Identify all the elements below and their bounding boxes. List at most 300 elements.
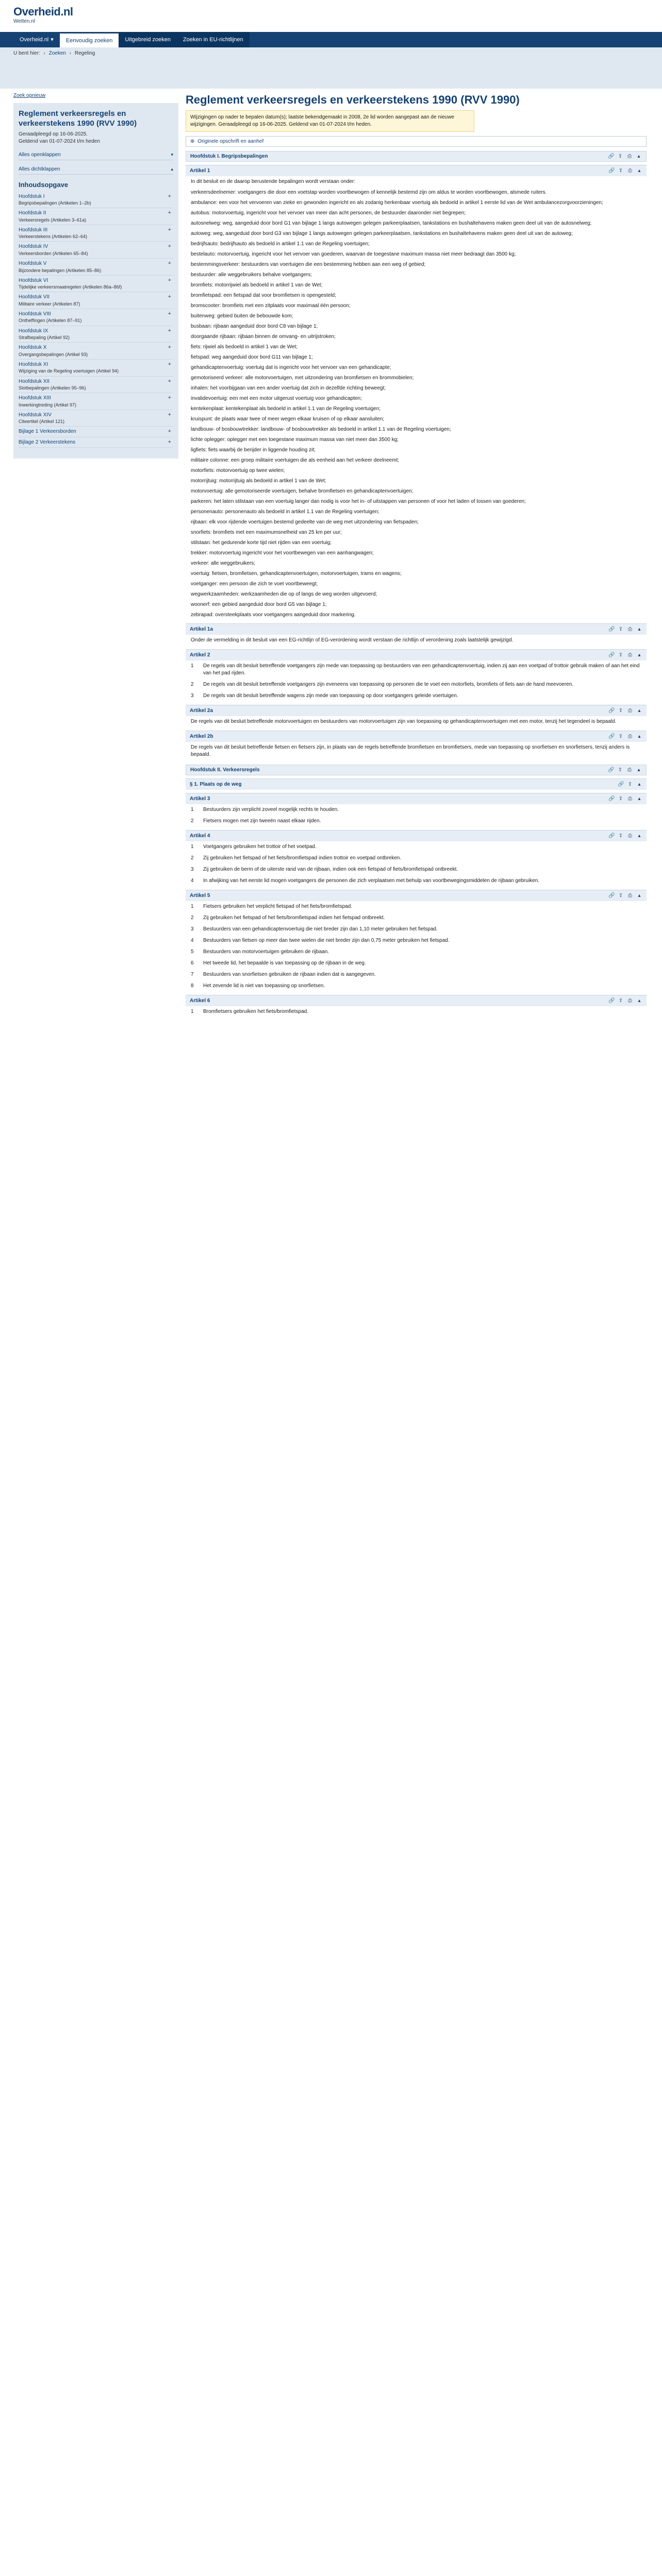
link-icon[interactable]: 🔗 (608, 795, 615, 802)
toc-item[interactable] (19, 208, 173, 225)
toc-item-label: Hoofdstuk I (19, 193, 45, 199)
toc-heading: Inhoudsopgave (19, 180, 69, 189)
main-nav (0, 32, 662, 47)
definition-item: bromscooter: bromfiets met een zitplaats voor maximaal één persoon; (191, 302, 351, 309)
article-items (186, 841, 647, 887)
toc-item[interactable] (19, 437, 173, 448)
definition-item: bromfietspad: een fietspad dat voor bromfietsen is opengesteld; (191, 292, 336, 298)
definition-item: autosnelweg: weg, aangeduid door bord G1 van bijlage 1 langs autowegen gelegen parkeerplaatsen, tankstations en bushaltehavens maken geen deel uit van de autosnelweg; (191, 220, 592, 226)
share-icon[interactable]: ⇪ (618, 767, 623, 773)
definition-item: parkeren: het laten stilstaan van een voertuig langer dan nodig is voor het in- of uitstappen van personen of voor het laden of lossen van goederen; (191, 498, 526, 504)
print-icon[interactable]: ⎙ (628, 733, 632, 739)
definition-item: motorvoertuig: alle gemotoriseerde voertuigen, behalve bromfietsen en gehandicaptenvoertuigen; (191, 488, 413, 494)
article-items (186, 660, 647, 702)
sidebar-meta-valid: Geldend van 01-07-2024 t/m heden (19, 139, 100, 144)
toc-item-text (19, 412, 64, 425)
link-icon[interactable]: 🔗 (608, 707, 615, 714)
expand-icon[interactable]: + (168, 260, 171, 267)
link-icon[interactable]: 🔗 (608, 652, 615, 658)
collapse-icon[interactable]: ▴ (638, 626, 641, 632)
toc-item-label: Hoofdstuk V (19, 261, 47, 267)
toc-item[interactable] (19, 292, 173, 309)
item-text: Bestuurders van snorfietsen gebruiken de rijbaan indien dat is aangegeven. (203, 971, 376, 977)
toc-item[interactable] (19, 326, 173, 343)
article-items (186, 1006, 647, 1018)
print-icon[interactable]: ⎙ (628, 795, 632, 802)
chapter-title: Hoofdstuk I. Begripsbepalingen (190, 153, 268, 159)
article-bar-6[interactable] (186, 995, 647, 1006)
toc-item[interactable] (19, 259, 173, 276)
definition-item: fietspad: weg aangeduid door bord G11 van bijlage 1; (191, 354, 313, 360)
share-icon[interactable]: ⇪ (618, 733, 623, 739)
toc-item-label: Hoofdstuk IX (19, 328, 48, 334)
article-bar-4[interactable] (186, 830, 647, 841)
site-logo-sub: Wetten.nl (13, 19, 36, 24)
expand-icon[interactable]: + (168, 310, 171, 317)
expand-icon[interactable]: + (168, 277, 171, 283)
toc-item-sub: Slotbepalingen (Artikelen 95–96) (19, 385, 86, 391)
toc-item-text (19, 243, 88, 257)
toc-item-sub: Militaire verkeer (Artikelen 87) (19, 301, 80, 307)
chevron-down-icon: ▾ (51, 37, 54, 43)
link-icon[interactable]: 🔗 (608, 167, 615, 174)
expand-icon[interactable]: + (168, 438, 171, 445)
definition-item: verkeer: alle weggebruikers; (191, 560, 256, 566)
collapse-icon[interactable]: ▴ (638, 733, 641, 739)
item-text: In afwijking van het eerste lid mogen voetgangers die personen die zich verplaatsen met behulp van voortbewegingsmiddelen de rijbaan gebruiken. (203, 877, 540, 884)
collapse-icon[interactable]: ▴ (638, 652, 641, 658)
print-icon[interactable]: ⎙ (628, 833, 632, 839)
item-number: 7 (191, 971, 194, 977)
item-number: 1 (191, 843, 194, 850)
site-logo[interactable]: Overheid.nl (13, 5, 73, 18)
article-item (186, 875, 647, 887)
article-tools (608, 796, 642, 802)
item-number: 1 (191, 663, 194, 669)
toc-item-label: Hoofdstuk XIV (19, 412, 52, 418)
article-tools (608, 168, 642, 174)
article-bar-2a[interactable] (186, 705, 647, 716)
article-item (186, 804, 647, 816)
definition-item: rijbaan: elk voor rijdende voertuigen bestemd gedeelte van de weg met uitzondering van fietspaden; (191, 519, 419, 525)
print-icon[interactable]: ⎙ (628, 652, 632, 658)
paragraph-bar-1[interactable] (186, 778, 647, 790)
link-icon[interactable]: 🔗 (608, 833, 615, 839)
item-text: Bestuurders van motorvoertuigen gebruiken de rijbaan. (203, 948, 329, 955)
link-icon[interactable]: 🔗 (608, 892, 615, 899)
definition-item: invalidevoertuig: een met een motor uitgerust voertuig voor gehandicapten; (191, 395, 362, 401)
link-icon[interactable]: 🔗 (608, 767, 615, 773)
chapter-bar-1[interactable] (186, 151, 647, 162)
chapter-bar-2[interactable] (186, 765, 647, 775)
definition-item: woonerf: een gebied aangeduid door bord G5 van bijlage 1; (191, 601, 327, 607)
share-icon[interactable]: ⇪ (618, 795, 623, 802)
item-text: Het tweede lid, het bepaalde is van toepassing op de rijbaan in de weg. (203, 960, 366, 966)
breadcrumb-regeling: Regeling (74, 50, 95, 56)
main-area (0, 89, 662, 2576)
definition-item: personenauto: personenauto als bedoeld in artikel 1.1 van de Regeling voertuigen; (191, 509, 379, 515)
expand-icon[interactable]: + (168, 193, 171, 199)
toc-item-text (19, 395, 76, 408)
toc-item-label: Hoofdstuk II (19, 210, 46, 216)
link-icon[interactable]: 🔗 (608, 626, 615, 632)
collapse-icon[interactable]: ▴ (638, 833, 641, 839)
definition-item: bestemmingsverkeer: bestuurders van voertuigen die een bestemming hebben aan een weg of gebied; (191, 261, 426, 267)
toc-item-text (19, 193, 91, 207)
article-bar-2b[interactable] (186, 731, 647, 742)
expand-icon[interactable]: + (168, 210, 171, 216)
item-text: Fietsers mogen met zijn tweeën naast elkaar rijden. (203, 818, 321, 824)
article-title: Artikel 3 (190, 795, 210, 802)
item-number: 4 (191, 877, 194, 884)
article-tools (608, 652, 642, 658)
toc-item[interactable] (19, 276, 173, 293)
expand-icon[interactable]: + (168, 344, 171, 351)
definition-item: bestuurder: alle weggebruikers behalve voetgangers; (191, 272, 312, 278)
chapter-tools (608, 767, 642, 773)
original-heading-toggle[interactable] (186, 136, 647, 147)
collapse-icon[interactable]: ▴ (638, 707, 641, 714)
definition-item: kentekenplaat: kentekenplaat als bedoeld in artikel 1.1 van de Regeling voertuigen; (191, 405, 381, 412)
article-item (186, 946, 647, 958)
share-icon[interactable]: ⇪ (618, 153, 623, 159)
toc-item-text (19, 277, 122, 291)
article-tools (608, 734, 642, 739)
expand-icon[interactable]: + (168, 294, 171, 300)
item-number: 5 (191, 948, 194, 955)
definition-item: snorfiets: bromfiets met een maximumsnelheid van 25 km per uur; (191, 529, 342, 535)
definition-item: bestelauto: motorvoertuig, ingericht voor het vervoer van goederen, waarvan de toegestane maximum massa niet meer bedraagt dan 3500 kg; (191, 251, 516, 257)
definition-item: ambulance: een voor het vervoeren van zieke en gewonden ingericht en als zodanig herkenbaar voertuig als bedoeld in artikel 1 eerste lid van de Wet ambulancezorgvoorzieningen; (191, 199, 603, 206)
toc-item-sub: Tijdelijke verkeersmaatregelen (Artikelen 86a–86f) (19, 284, 122, 290)
expand-icon[interactable]: + (168, 411, 171, 418)
item-number: 2 (191, 914, 194, 921)
print-icon[interactable]: ⎙ (628, 626, 632, 632)
toc-item-sub: Ontheffingen (Artikelen 87–91) (19, 318, 82, 324)
article-item (186, 816, 647, 827)
item-text: Zij gebruiken het fietspad of het fiets/bromfietspad indien trottoir en voetpad ontbreken. (203, 855, 402, 861)
tab-eu-richtlijnen[interactable]: Zoeken in EU-richtlijnen (177, 32, 250, 47)
plus-icon: ⊕ (190, 138, 195, 144)
link-icon[interactable]: 🔗 (608, 153, 615, 159)
article-tools (608, 626, 642, 632)
item-number: 2 (191, 855, 194, 861)
definition-item: gehandicaptenvoertuig: voertuig dat is ingericht voor het vervoer van een gehandicapte; (191, 364, 391, 370)
print-icon[interactable]: ⎙ (628, 892, 632, 899)
article-item (186, 1006, 647, 1018)
toc-item-label: Hoofdstuk X (19, 345, 47, 351)
toc-item[interactable] (19, 225, 173, 242)
expand-icon[interactable]: + (168, 361, 171, 367)
chevron-up-icon: ▴ (171, 166, 173, 172)
share-icon[interactable]: ⇪ (618, 626, 623, 632)
article-intro: In dit besluit en de daarop berustende bepalingen wordt verstaan onder: (191, 178, 356, 184)
paragraph-tools (618, 782, 642, 787)
toc-item-text (19, 328, 70, 341)
item-number: 8 (191, 982, 194, 989)
toc-item-text (19, 344, 88, 358)
definition-item: lichte oplegger: oplegger met een toegestane maximum massa van niet meer dan 3500 kg; (191, 436, 399, 443)
share-icon[interactable]: ⇪ (618, 707, 623, 714)
collapse-icon[interactable]: ▴ (637, 153, 640, 159)
definition-item: trekker: motorvoertuig ingericht voor het voortbewegen van een aanhangwagen; (191, 550, 374, 556)
toc-item-sub: Inwerkingtreding (Artikel 97) (19, 402, 77, 408)
toc-item[interactable] (19, 410, 173, 427)
share-icon[interactable]: ⇪ (618, 892, 623, 899)
toc-item-text (19, 294, 80, 307)
article-item (186, 679, 647, 690)
toc-list (19, 192, 173, 448)
expand-all-label: Alles openklappen (19, 151, 61, 158)
item-text: Bromfietsers gebruiken het fiets/bromfietspad. (203, 1008, 308, 1014)
definition-item: doorgaande rijbaan: rijbaan binnen de omvang- en uitrijstroken; (191, 333, 336, 340)
share-icon[interactable]: ⇪ (618, 652, 623, 658)
expand-icon[interactable]: + (168, 428, 171, 435)
toc-item[interactable] (19, 343, 173, 360)
item-text: Bestuurders zijn verplicht zoveel mogelijk rechts te houden. (203, 806, 339, 812)
article-title: Artikel 2a (190, 707, 213, 714)
item-text: Voetgangers gebruiken het trottoir of het voetpad. (203, 843, 317, 850)
toc-item-label: Hoofdstuk XI (19, 361, 48, 367)
share-icon[interactable]: ⇪ (618, 997, 623, 1004)
item-number: 3 (191, 926, 194, 932)
tab-eenvoudig-zoeken[interactable]: Eenvoudig zoeken (60, 32, 119, 47)
toc-item-label: Hoofdstuk IV (19, 244, 48, 250)
item-text: De regels van dit besluit betreffende wagens zijn mede van toepassing op door voetgangers geleide voertuigen. (203, 692, 458, 699)
collapse-icon[interactable]: ▴ (638, 795, 641, 802)
toc-item-label: Hoofdstuk VI (19, 277, 48, 283)
collapse-icon[interactable]: ▴ (638, 781, 641, 787)
toc-item-text (19, 227, 87, 240)
toc-item-sub: Strafbepaling (Artikel 92) (19, 335, 70, 341)
share-icon[interactable]: ⇪ (618, 833, 623, 839)
print-icon[interactable]: ⎙ (628, 707, 632, 714)
sidebar (13, 103, 178, 459)
article-title: Artikel 1a (190, 626, 213, 632)
toc-item-text (19, 428, 76, 435)
article-item (186, 924, 647, 935)
collapse-all-toggle[interactable] (19, 164, 173, 175)
breadcrumb-zoeken[interactable]: Zoeken (48, 50, 66, 56)
link-icon[interactable]: 🔗 (608, 733, 615, 739)
content (186, 93, 647, 1018)
toc-item-sub: Wijziging van de Regeling voertuigen (Artikel 94) (19, 368, 119, 374)
definition-item: motorfiets: motorvoertuig op twee wielen; (191, 467, 285, 473)
article-title: Artikel 2 (190, 652, 210, 658)
article-tools (608, 708, 642, 714)
toc-item[interactable] (19, 393, 173, 410)
definition-item: landbouw- of bosbouwtrekker: landbouw- of bosbouwtrekker als bedoeld in artikel 1.1 van de Regeling voertuigen; (191, 426, 451, 432)
share-icon[interactable]: ⇪ (618, 167, 623, 174)
collapse-icon[interactable]: ▴ (637, 767, 640, 773)
definition-item: buitenweg: gebied buiten de bebouwde kom; (191, 313, 293, 319)
definition-item: verkeersdeelnemer: voetgangers die door een voetstap worden voortbewogen of kennelijk bestemd zijn om aldus te worden voortbewogen, alsmede ruiters. (191, 189, 547, 195)
expand-all-toggle[interactable] (19, 150, 173, 160)
toc-item[interactable] (19, 242, 173, 259)
item-text: Fietsers gebruiken het verplicht fietspad of het fiets/bromfietspad. (203, 903, 353, 909)
article-item (186, 958, 647, 969)
definition-list (186, 188, 647, 620)
toc-item-text (19, 260, 101, 274)
toc-item-label: Hoofdstuk XII (19, 378, 50, 384)
article-bar-1a[interactable] (186, 623, 647, 635)
toc-item-label: Hoofdstuk VII (19, 294, 50, 300)
item-number: 3 (191, 692, 194, 699)
collapse-icon[interactable]: ▴ (638, 167, 641, 174)
article-text: Onder de vermelding in dit besluit van een EG-richtlijn of EG-verordening wordt verstaan die richtlijn of verordening zoals laatstelijk gewijzigd. (191, 637, 514, 643)
item-number: 1 (191, 1008, 194, 1014)
link-icon[interactable]: 🔗 (618, 781, 624, 787)
expand-icon[interactable]: + (168, 243, 171, 250)
toc-item-sub: Overgangsbepalingen (Artikel 93) (19, 351, 88, 357)
tab-label: Overheid.nl (20, 37, 49, 43)
item-number: 1 (191, 806, 194, 812)
definition-item: stilstaan: het gedurende korte tijd niet rijden van een voertuig; (191, 539, 332, 546)
article-text: De regels van dit besluit betreffende motorvoertuigen en bestuurders van motorvoertuigen zijn van toepassing op gehandicaptenvoertuigen met een motor, tenzij het tegendeel is bepaald. (191, 718, 617, 724)
article-item (186, 969, 647, 980)
toc-item[interactable] (19, 192, 173, 209)
toc-item[interactable] (19, 309, 173, 326)
article-tools (608, 833, 642, 839)
article-title: Artikel 2b (190, 733, 213, 739)
definition-item: voertuig: fietsen, bromfietsen, gehandicaptenvoertuigen, motorvoertuigen, trams en wagens; (191, 570, 402, 577)
definition-item: busbaan: rijbaan aangeduid door bord C8 van bijlage 1; (191, 323, 318, 329)
print-icon[interactable]: ⎙ (627, 767, 632, 773)
chevron-down-icon: ▾ (171, 151, 173, 157)
article-title: Artikel 4 (190, 833, 210, 839)
definition-item: motorrijtuig: motorrijtuig als bedoeld in artikel 1 van de Wet; (191, 478, 326, 484)
toc-item-sub: Citeertitel (Artikel 121) (19, 419, 65, 425)
toc-item-label: Hoofdstuk XIII (19, 395, 51, 401)
expand-icon[interactable]: + (168, 378, 171, 384)
toc-item-sub: Verkeerstekens (Artikelen 62–64) (19, 234, 88, 240)
definition-item: zebrapad: oversteekplaats voor voetgangers aangeduid door markering. (191, 612, 356, 618)
paragraph-title: § 1. Plaats op de weg (190, 781, 242, 787)
breadcrumb-sep: › (69, 50, 72, 56)
collapse-icon[interactable]: ▴ (638, 892, 641, 899)
article-item (186, 690, 647, 702)
article-tools (608, 893, 642, 899)
article-item (186, 853, 647, 864)
toc-item-text (19, 361, 119, 375)
sidebar-title: Reglement verkeersregels en verkeerstekens 1990 (RVV 1990) (19, 109, 137, 128)
print-icon[interactable]: ⎙ (628, 167, 632, 174)
expand-icon[interactable]: + (168, 327, 171, 334)
back-to-search-link[interactable]: Zoek opnieuw (13, 93, 46, 98)
definition-item: ligfiets: fiets waarbij de berijder in liggende houding zit; (191, 447, 316, 453)
item-text: Bestuurders van een gehandicaptenvoertuig die niet breder zijn dan 1,10 meter gebruiken het fietspad. (203, 926, 438, 932)
article-tools (608, 998, 642, 1004)
definition-item: bromfiets: motorrijwiel als bedoeld in artikel 1 van de Wet; (191, 282, 323, 288)
item-text: De regels van dit besluit betreffende voetgangers zijn mede van toepassing op bestuurders van een gehandicaptenvoertuig, indien zij aan een voetpad of trottoir gebruik maken of aan het eind van het pad rijden. (203, 663, 640, 676)
collapse-all-label: Alles dichtklappen (19, 166, 60, 172)
toc-item-label: Hoofdstuk VIII (19, 311, 51, 317)
toc-item-label: Bijlage 2 Verkeerstekens (19, 439, 76, 445)
article-text: De regels van dit besluit betreffende fietsen en fietsers zijn, in plaats van de regels betreffende bromfietsen en bromfietsers, mede van toepassing op snorfietsen en snorfietsers, tenzij anders is bepaald. (191, 744, 630, 757)
definition-item: bedrijfsauto: bedrijfsauto als bedoeld in artikel 1.1 van de Regeling voertuigen; (191, 241, 370, 247)
toc-item-sub: Bijzondere bepalingen (Artikelen 85–86) (19, 267, 102, 273)
chapter-tools (608, 154, 642, 159)
item-text: Zij gebruiken het fietspad of het fiets/bromfietspad indien het fietspad ontbreekt. (203, 914, 385, 921)
item-number: 1 (191, 903, 194, 909)
definition-item: voetganger: een persoon die zich te voet voortbeweegt; (191, 581, 318, 587)
definition-item: autobus: motorvoertuig, ingericht voor het vervoer van meer dan acht personen, de bestuurder daaronder niet begrepen; (191, 210, 466, 216)
toc-item-text (19, 210, 86, 223)
article-items (186, 901, 647, 992)
article-bar-5[interactable] (186, 890, 647, 901)
collapse-icon[interactable]: ▴ (638, 997, 641, 1004)
definition-item: autoweg: weg, aangeduid door bord G3 van bijlage 1 langs autowegen gelegen parkeerplaatsen, tankstations en bushaltehavens maken geen deel uit van de autoweg; (191, 230, 573, 236)
article-bar-2[interactable] (186, 649, 647, 660)
toc-item-text (19, 311, 81, 324)
definition-item: militaire colonne: een groep militaire voertuigen die als eenheid aan het verkeer deelneemt; (191, 457, 400, 463)
definition-item: inhalen: het voorbijgaan van een ander voertuig dat zich in dezelfde richting beweegt; (191, 385, 386, 391)
print-icon[interactable]: ⎙ (627, 153, 632, 159)
article-item (186, 841, 647, 853)
expand-icon[interactable]: + (168, 395, 171, 401)
version-notice: Wijzigingen op nader te bepalen datum(s); laatste bekendgemaakt in 2008, 2e lid worden aangepast aan de nieuwe wijzigingen. Geraadpleegd op 16-06-2025. Geldend van 01-07-2024 t/m heden. (186, 110, 474, 132)
chapter-title: Hoofdstuk II. Verkeersregels (190, 767, 260, 773)
toc-item-text (19, 439, 75, 446)
site-header (0, 0, 662, 32)
definition-item: wegwerkzaamheden: werkzaamheden die op of langs de weg worden uitgevoerd; (191, 591, 377, 597)
toc-item-sub: Begripsbepalingen (Artikelen 1–2b) (19, 200, 91, 206)
toc-item-sub: Verkeersborden (Artikelen 65–84) (19, 250, 88, 256)
item-number: 4 (191, 937, 194, 943)
item-text: De regels van dit besluit betreffende voetgangers zijn eveneens van toepassing op personen die te voet een motorfiets, bromfiets of fiets aan de hand meevoeren. (203, 681, 574, 687)
definition-item: gemotoriseerd verkeer: alle motorvoertuigen, met uitzondering van bromfietsen en brommobielen; (191, 375, 414, 381)
expand-icon[interactable]: + (168, 226, 171, 233)
share-icon[interactable]: ⇪ (627, 781, 633, 787)
item-text: Bestuurders van fietsen op meer dan twee wielen die niet breder zijn dan 0,75 meter gebruiken het fietspad. (203, 937, 450, 943)
breadcrumb-sep: › (43, 50, 45, 56)
article-title: Artikel 5 (190, 892, 210, 899)
article-title: Artikel 6 (190, 997, 210, 1004)
article-item (186, 864, 647, 875)
sidebar-meta-consulted: Geraadpleegd op 16-06-2025. (19, 131, 88, 137)
article-items (186, 804, 647, 827)
article-item (186, 912, 647, 924)
article-item (186, 901, 647, 912)
toc-item-label: Hoofdstuk III (19, 227, 48, 233)
tab-overheid[interactable] (13, 32, 60, 47)
item-text: Het zevende lid is niet van toepassing op snorfietsen. (203, 982, 325, 989)
toc-item-sub: Verkeersregels (Artikelen 3–61a) (19, 217, 87, 223)
tab-uitgebreid-zoeken[interactable]: Uitgebreid zoeken (119, 32, 177, 47)
toc-item[interactable] (19, 360, 173, 377)
toc-item[interactable] (19, 427, 173, 437)
breadcrumb (0, 47, 662, 89)
item-number: 2 (191, 681, 194, 687)
article-item (186, 980, 647, 992)
item-number: 6 (191, 960, 194, 966)
toc-item[interactable] (19, 377, 173, 394)
page-title: Reglement verkeersregels en verkeerstekens 1990 (RVV 1990) (186, 93, 520, 106)
breadcrumb-label: U bent hier: (13, 50, 40, 56)
definition-item: kruispunt: de plaats waar twee of meer wegen elkaar kruisen of op elkaar aansluiten; (191, 416, 385, 422)
original-heading-label: Originele opschrift en aanhef (197, 138, 264, 144)
item-number: 2 (191, 818, 194, 824)
item-number: 3 (191, 866, 194, 872)
article-item (186, 935, 647, 946)
article-bar-3[interactable] (186, 793, 647, 804)
item-text: Zij gebruiken de berm of de uiterste rand van de rijbaan, indien ook een fietspad of fiets/bromfietspad ontbreekt. (203, 866, 458, 872)
article-bar-1[interactable] (186, 165, 647, 176)
link-icon[interactable]: 🔗 (608, 997, 615, 1004)
article-title: Artikel 1 (190, 167, 210, 174)
print-icon[interactable]: ⎙ (628, 997, 632, 1004)
toc-item-text (19, 378, 86, 392)
